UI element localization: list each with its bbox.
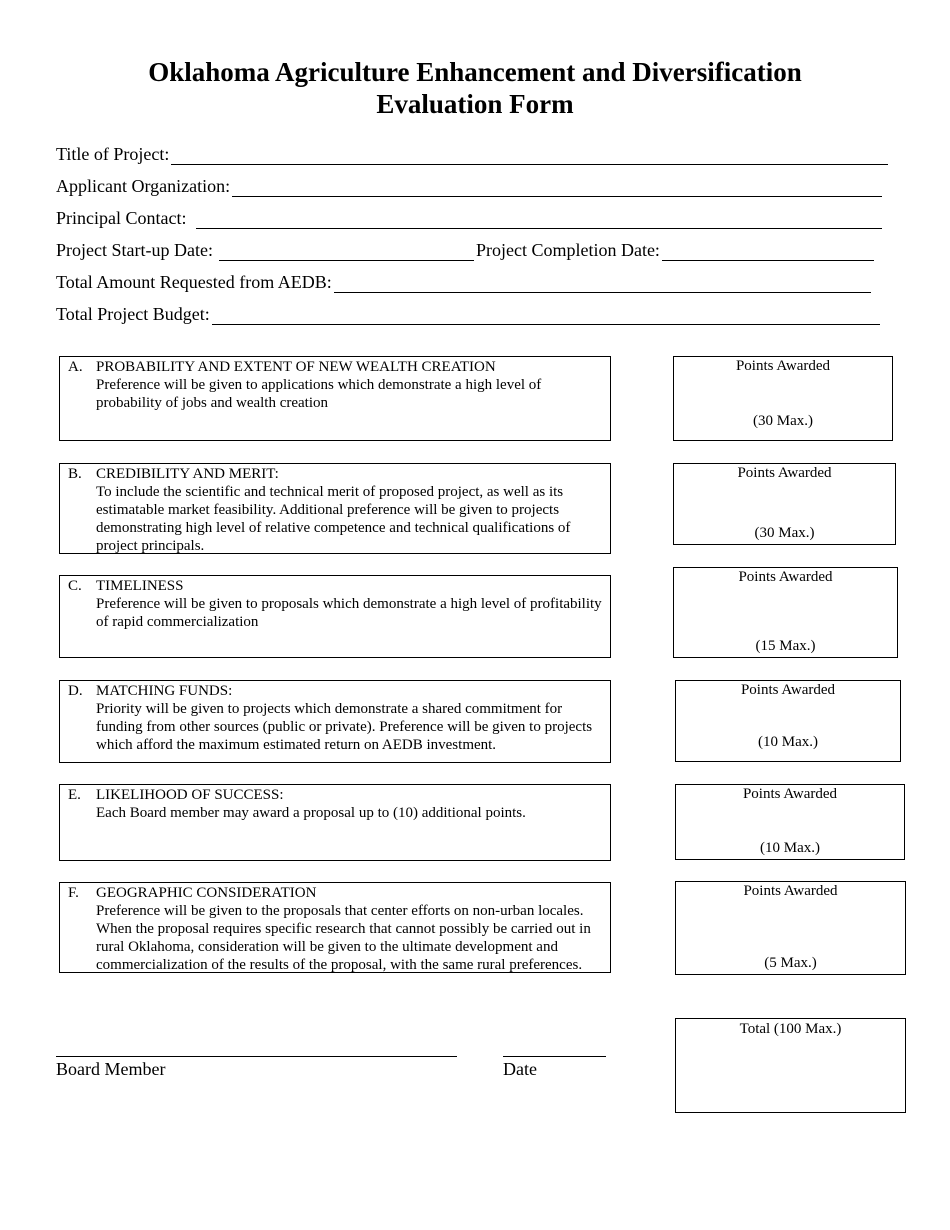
principal-contact-line[interactable] [196, 213, 882, 229]
points-label-e: Points Awarded [742, 786, 838, 802]
criterion-e-letter: E. [68, 787, 81, 803]
points-label-c: Points Awarded [738, 569, 833, 585]
max-a: (30 Max.) [753, 413, 813, 429]
title-line-1: Oklahoma Agriculture Enhancement and Diversification [148, 57, 802, 87]
max-b: (30 Max.) [754, 525, 815, 541]
principal-contact-field[interactable] [56, 207, 882, 229]
criterion-c-heading: TIMELINESS [96, 578, 184, 594]
criterion-f-letter: F. [68, 885, 79, 901]
amount-requested-line[interactable] [334, 277, 871, 293]
total-label: Total (100 Max.) [739, 1021, 842, 1037]
points-label-f: Points Awarded [743, 883, 838, 899]
criterion-f-heading: GEOGRAPHIC CONSIDERATION [96, 885, 317, 901]
applicant-organization-label: Applicant Organization: [56, 176, 231, 196]
start-date-label: Project Start-up Date: [56, 240, 213, 260]
points-box-e[interactable] [675, 784, 905, 860]
points-box-a[interactable] [673, 356, 893, 441]
points-box-b[interactable] [673, 463, 896, 545]
max-e: (10 Max.) [760, 840, 820, 856]
criterion-b [59, 463, 611, 554]
criterion-e-heading: LIKELIHOOD OF SUCCESS: [96, 787, 284, 803]
form-title [0, 56, 950, 120]
applicant-organization-field[interactable] [56, 175, 882, 197]
criterion-d-letter: D. [68, 683, 83, 699]
start-date-line[interactable] [219, 245, 474, 261]
amount-requested-label: Total Amount Requested from AEDB: [56, 272, 332, 292]
criterion-a-heading: PROBABILITY AND EXTENT OF NEW WEALTH CREATION [96, 359, 496, 375]
applicant-organization-line[interactable] [232, 181, 882, 197]
completion-date-label: Project Completion Date: [475, 240, 660, 260]
points-box-c[interactable] [673, 567, 898, 658]
criterion-a-letter: A. [68, 359, 83, 375]
title-of-project-line[interactable] [171, 149, 888, 165]
criterion-d-body: Priority will be given to projects which demonstrate a shared commitment for funding from other sources (public or private). Preference will be given to projects which afford the maximum estimated return on AEDB investment. [96, 701, 593, 753]
criterion-c-letter: C. [68, 578, 82, 594]
amount-requested-field[interactable] [56, 271, 871, 293]
title-of-project-label: Title of Project: [56, 144, 170, 164]
points-box-f[interactable] [675, 881, 906, 975]
completion-date-line[interactable] [662, 245, 874, 261]
criterion-d-heading: MATCHING FUNDS: [96, 683, 233, 699]
date-signature-line[interactable] [503, 1056, 606, 1057]
total-box[interactable] [675, 1018, 906, 1113]
project-dates-field [56, 239, 874, 261]
max-d: (10 Max.) [758, 734, 818, 750]
project-budget-label: Total Project Budget: [56, 304, 210, 324]
board-member-signature-line[interactable] [56, 1056, 457, 1057]
max-f: (5 Max.) [764, 955, 817, 971]
points-label-d: Points Awarded [740, 682, 836, 698]
criterion-f-body: Preference will be given to the proposals that center efforts on non-urban locales. When the proposal requires specific research that cannot possibly be carried out in rural Oklahoma, consideration will be given to the ultimate development and commercialization of the results of the proposal, with the same rural preferences. [96, 903, 591, 973]
criterion-d [59, 680, 611, 763]
criterion-b-letter: B. [68, 466, 82, 482]
points-label-b: Points Awarded [737, 465, 832, 481]
max-c: (15 Max.) [755, 638, 816, 654]
points-box-d[interactable] [675, 680, 901, 762]
criterion-f [59, 882, 611, 973]
points-label-a: Points Awarded [735, 358, 831, 374]
criterion-a-body: Preference will be given to applications which demonstrate a high level of probability of jobs and wealth creation [96, 377, 542, 411]
project-budget-line[interactable] [212, 309, 880, 325]
project-budget-field[interactable] [56, 303, 880, 325]
criterion-e [59, 784, 611, 861]
criterion-b-body: To include the scientific and technical merit of proposed project, as well as its estimatable market feasibility. Additional preference will be given to projects demonstrating high level of relative competence and technical qualifications of project principals. [96, 484, 571, 554]
criterion-b-heading: CREDIBILITY AND MERIT: [96, 466, 279, 482]
criterion-e-body: Each Board member may award a proposal up to (10) additional points. [96, 805, 526, 821]
title-line-2: Evaluation Form [376, 89, 574, 119]
principal-contact-label: Principal Contact: [56, 208, 187, 228]
criterion-c [59, 575, 611, 658]
criterion-a [59, 356, 611, 441]
title-of-project-field[interactable] [56, 143, 888, 165]
date-label: Date [503, 1059, 537, 1079]
criterion-c-body: Preference will be given to proposals which demonstrate a high level of profitability of rapid commercialization [96, 596, 602, 630]
board-member-label: Board Member [56, 1059, 166, 1079]
